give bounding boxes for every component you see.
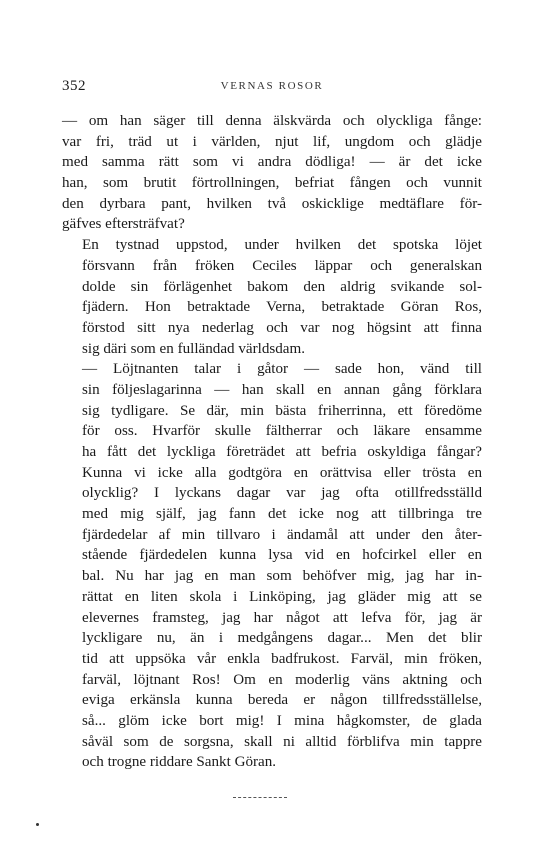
text-line: bal. Nu har jag en man som behöfver mig, jag har in-: [82, 568, 482, 585]
text-line: — Löjtnanten talar i gåtor — sade hon, vänd till: [82, 361, 482, 378]
text-line: tid att uppsöka vår enkla badfrukost. Farväl, min fröken,: [82, 650, 482, 667]
text-line: sig tydligare. Se där, min bästa friherrinna, ett föredöme: [82, 402, 482, 419]
page-header: [62, 78, 482, 100]
text-line: eviga erkänsla kunna bereda er någon tillfredsställelse,: [82, 692, 482, 709]
text-line: dolde sin förlägenhet bakom den aldrig svikande sol-: [82, 278, 482, 295]
text-line: med samma rätt som vi andra dödliga! — är det icke: [62, 154, 482, 171]
paragraph: [62, 111, 482, 235]
page-number: 352: [62, 78, 86, 94]
body-text: [62, 111, 482, 773]
text-line: elevernes framsteg, jag har något att lefva för, jag är: [82, 609, 482, 626]
text-line: stående fjärdedelen kunna lysa vid en hofcirkel eller en: [82, 547, 482, 564]
text-line: var fri, träd ut i världen, njut lif, ungdom och glädje: [62, 133, 482, 150]
text-line: — om han säger till denna älskvärda och olyckliga fånge:: [62, 113, 482, 129]
paragraph: [62, 359, 482, 773]
text-line: En tystnad uppstod, under hvilken det spotska löjet: [82, 237, 482, 254]
text-line: förstod sitt nya nederlag och var nog högsint att finna: [82, 319, 482, 336]
text-line: sin följeslagarinna — han skall en annan gång förklara: [82, 381, 482, 398]
text-line: han, som brutit förtrollningen, befriat fången och vunnit: [62, 175, 482, 192]
section-end-rule: [233, 797, 287, 798]
text-line: gäfves eftersträfvat?: [62, 216, 185, 233]
text-line: lyckligare nu, än i medgångens dagar... Men det blir: [82, 630, 482, 647]
text-line: fjärdedelar af min tillvaro i ändamål att under den åter-: [82, 526, 482, 543]
text-line: den dyrbara pant, hvilken två oskicklige medtäflare för-: [62, 195, 482, 212]
text-line: rättat en liten skola i Linköping, jag gläder mig att se: [82, 588, 482, 605]
running-head: VERNAS ROSOR: [220, 80, 324, 92]
text-line: fjädern. Hon betraktade Verna, betraktade Göran Ros,: [82, 299, 482, 316]
text-line: och trogne riddare Sankt Göran.: [82, 754, 277, 771]
text-line: ha fått det lyckliga företrädet att befria oskyldiga fångar?: [82, 444, 482, 460]
text-line: med mig själf, jag fann det icke nog att tillbringa tre: [82, 506, 482, 523]
text-line: Kunna vi icke alla godtgöra en orättvisa eller trösta en: [82, 464, 482, 481]
text-line: för oss. Hvarför skulle fältherrar och läkare ensamme: [82, 423, 482, 440]
text-line: farväl, löjtnant Ros! Om en moderlig väns aktning och: [82, 671, 482, 688]
text-line: såväl som de sorgsna, skall ni alltid förblifva min tappre: [82, 733, 482, 750]
text-line: så... glöm icke bort mig! I mina hågkomster, de glada: [82, 712, 482, 729]
margin-mark: [36, 823, 39, 826]
text-line: sig däri som en fulländad världsdam.: [82, 340, 306, 357]
paragraph: [62, 235, 482, 359]
text-line: olycklig? I lyckans dagar var jag ofta otillfredsställd: [82, 485, 482, 502]
text-line: försvann från fröken Ceciles läppar och generalskan: [82, 257, 482, 274]
